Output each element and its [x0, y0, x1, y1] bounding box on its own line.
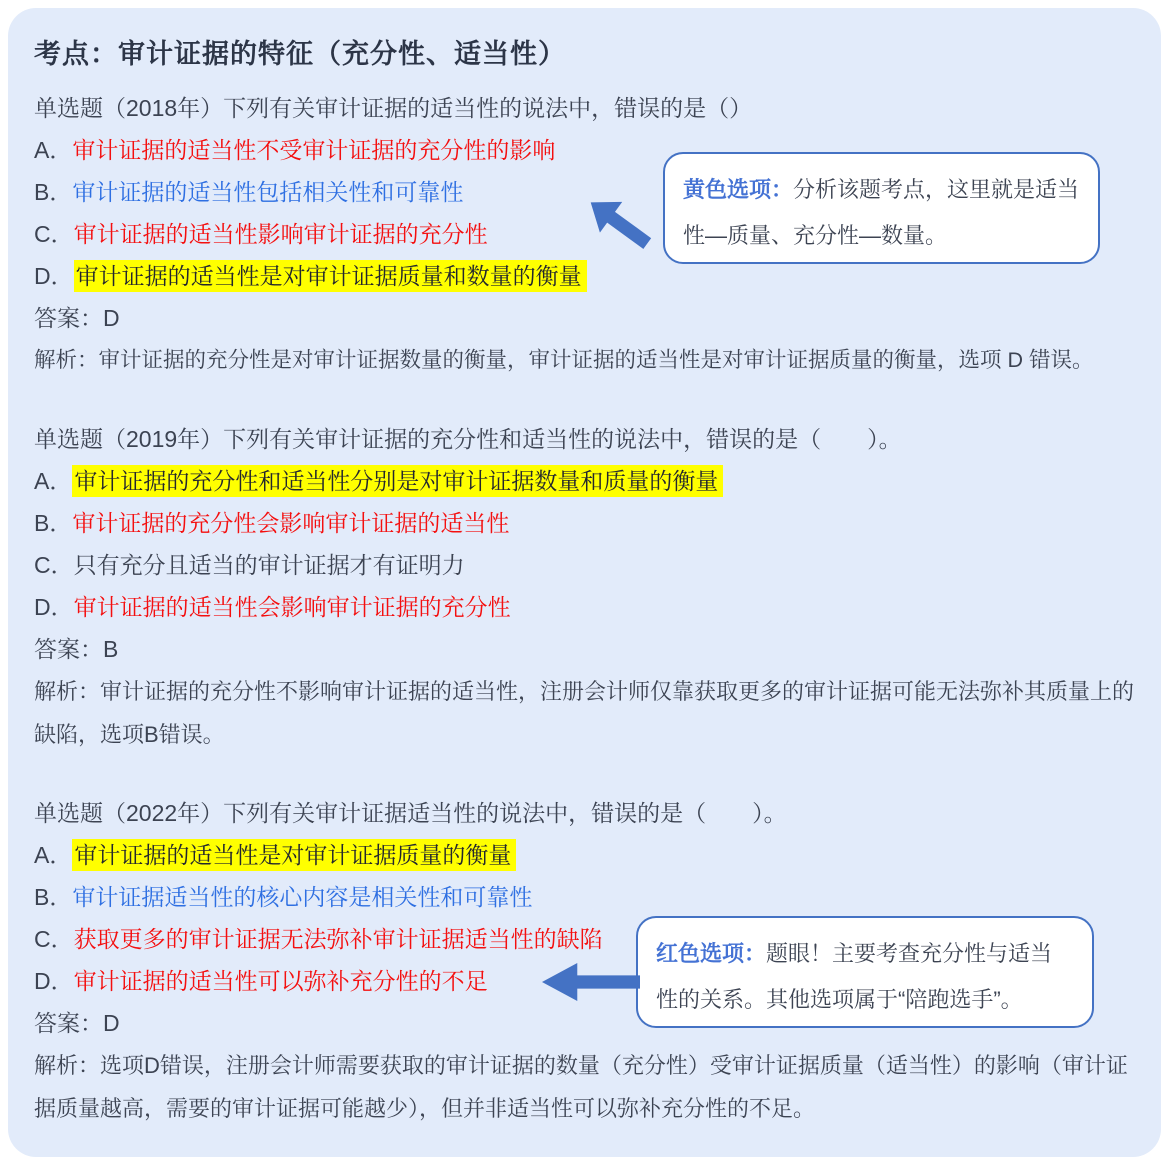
callout-yellow-option-note — [663, 152, 1100, 264]
question-stem: 单选题（2022年）下列有关审计证据适当性的说法中，错误的是（ ）。 — [34, 800, 787, 826]
analysis-text: 解析：审计证据的充分性不影响审计证据的适当性，注册会计师仅靠获取更多的审计证据可能无法弥补其质量上的缺陷，选项B错误。 — [34, 679, 1135, 747]
analysis-text: 解析：选项D错误，注册会计师需要获取的审计证据的数量（充分性）受审计证据质量（适当性）的影响（审计证据质量越高，需要的审计证据可能越少），但并非适当性可以弥补充分性的不足。 — [34, 1053, 1128, 1121]
option-text: 审计证据的适当性可以弥补充分性的不足 — [73, 968, 488, 994]
option-b — [34, 502, 1145, 544]
callout-label: 黄色选项： — [683, 177, 794, 202]
option-text: 审计证据的适当性不受审计证据的充分性的影响 — [72, 137, 556, 163]
option-text: 获取更多的审计证据无法弥补审计证据适当性的缺陷 — [73, 926, 603, 952]
option-text-highlighted: 审计证据的适当性是对审计证据质量和数量的衡量 — [74, 260, 587, 292]
option-a — [34, 460, 1145, 502]
option-letter: B． — [34, 884, 73, 910]
question-stem: 单选题（2018年）下列有关审计证据的适当性的说法中，错误的是（） — [34, 95, 753, 121]
callout-text — [656, 931, 1074, 1023]
option-text: 审计证据的适当性影响审计证据的充分性 — [73, 221, 488, 247]
option-c — [34, 544, 1145, 586]
option-letter: C． — [34, 926, 74, 952]
callout-body: 分析该题考点，这里就是适当性—质量、充分性—数量。 — [683, 177, 1080, 248]
callout-label: 红色选项： — [656, 941, 767, 966]
callout-red-option-note — [636, 916, 1094, 1028]
answer-line: 答案：D — [34, 305, 120, 331]
option-letter: C． — [34, 552, 74, 578]
option-a — [34, 834, 1145, 876]
option-letter: A． — [34, 468, 73, 494]
option-letter: C． — [34, 221, 74, 247]
option-letter: D． — [34, 968, 74, 994]
option-d — [34, 586, 1145, 628]
option-text: 审计证据的适当性包括相关性和可靠性 — [72, 179, 464, 205]
answer-line: 答案：D — [34, 1010, 120, 1036]
arrow-left-icon — [542, 963, 640, 1001]
option-letter: B． — [34, 510, 73, 536]
callout-body: 题眼！主要考查充分性与适当性的关系。其他选项属于“陪跑选手”。 — [656, 941, 1053, 1012]
option-letter: D． — [34, 263, 74, 289]
callout-text — [683, 167, 1080, 259]
option-text: 审计证据适当性的核心内容是相关性和可靠性 — [72, 884, 533, 910]
option-text: 审计证据的适当性会影响审计证据的充分性 — [73, 594, 511, 620]
question-stem: 单选题（2019年）下列有关审计证据的充分性和适当性的说法中，错误的是（ ）。 — [34, 426, 902, 452]
option-text: 只有充分且适当的审计证据才有证明力 — [73, 552, 465, 578]
option-text-highlighted: 审计证据的充分性和适当性分别是对审计证据数量和质量的衡量 — [72, 465, 723, 497]
answer-line: 答案：B — [34, 636, 119, 662]
analysis-text: 解析：审计证据的充分性是对审计证据数量的衡量，审计证据的适当性是对审计证据质量的衡量，选项 D 错误。 — [34, 348, 1094, 372]
option-letter: A． — [34, 842, 73, 868]
option-b — [34, 876, 1145, 918]
option-letter: D． — [34, 594, 74, 620]
option-letter: B． — [34, 179, 73, 205]
option-letter: A． — [34, 137, 73, 163]
question-2019 — [34, 418, 1145, 756]
option-text: 审计证据的充分性会影响审计证据的适当性 — [72, 510, 510, 536]
page-title: 考点：审计证据的特征（充分性、适当性） — [34, 39, 566, 69]
option-text-highlighted: 审计证据的适当性是对审计证据质量的衡量 — [72, 839, 516, 871]
